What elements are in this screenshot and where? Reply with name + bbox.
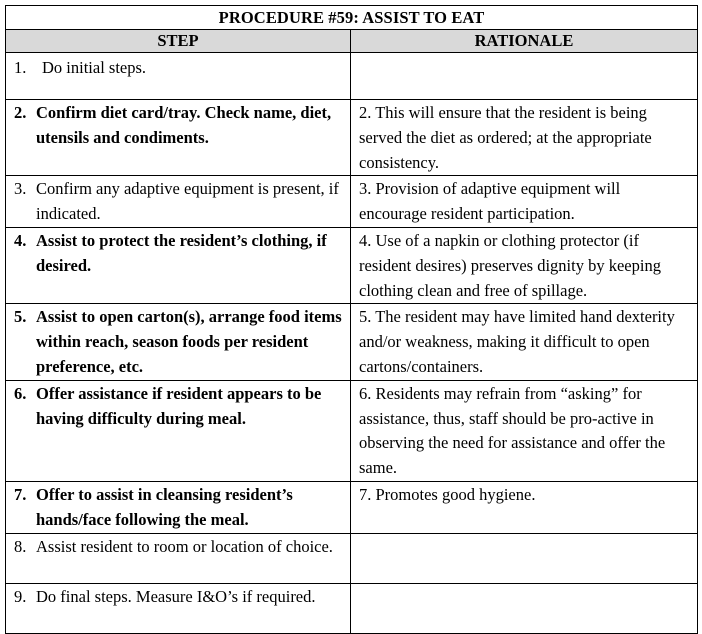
step-column-header: STEP (6, 30, 351, 53)
title-row (6, 6, 698, 30)
table-row (6, 53, 698, 100)
rationale-text: 3. Provision of adaptive equipment will encourage resident participation. (359, 179, 621, 224)
step-text: Assist resident to room or location of choice. (36, 536, 333, 556)
header-row (6, 30, 698, 53)
step-number: 6. (14, 383, 27, 403)
step-text: Offer assistance if resident appears to be having difficulty during meal. (36, 383, 322, 428)
step-number: 7. (14, 484, 27, 504)
table-row (6, 533, 698, 583)
table-row (6, 481, 698, 533)
rationale-cell (351, 100, 698, 176)
step-text: Assist to protect the resident’s clothing, if desired. (36, 230, 327, 275)
step-text: Offer to assist in cleansing resident’s hands/face following the meal. (36, 484, 293, 529)
step-cell (6, 380, 351, 481)
rationale-text (351, 584, 697, 585)
rationale-cell (351, 380, 698, 481)
step-number: 2. (14, 103, 27, 122)
rationale-cell (351, 176, 698, 228)
table-row (6, 227, 698, 303)
procedure-table (5, 5, 698, 634)
step-cell (6, 533, 351, 583)
rationale-cell (351, 481, 698, 533)
step-cell (6, 176, 351, 228)
step-number: 9. (14, 586, 27, 606)
rationale-cell (351, 227, 698, 303)
rationale-cell (351, 304, 698, 380)
rationale-text: 5. The resident may have limited hand dexterity and/or weakness, making it difficult to open cartons/containers. (359, 307, 675, 376)
rationale-text: 4. Use of a napkin or clothing protector (if resident desires) preserves dignity by keeping clothing clean and free of spillage. (359, 230, 661, 300)
step-number: 5. (14, 307, 27, 327)
table-row (6, 583, 698, 633)
step-text: Confirm diet card/tray. Check name, diet, utensils and condiments. (36, 103, 332, 147)
step-cell (6, 227, 351, 303)
rationale-text: 6. Residents may refrain from “asking” for assistance, thus, staff should be pro-active in observing the need for assistance and offer the same. (359, 383, 666, 478)
rationale-text: 7. Promotes good hygiene. (359, 484, 536, 504)
step-text: Do initial steps. (42, 58, 147, 77)
step-number: 1. (14, 58, 27, 77)
procedure-title: PROCEDURE #59: ASSIST TO EAT (6, 6, 698, 30)
rationale-cell (351, 533, 698, 583)
rationale-cell (351, 53, 698, 100)
rationale-column-header: RATIONALE (351, 30, 698, 53)
rationale-text (351, 534, 697, 535)
step-text: Assist to open carton(s), arrange food items within reach, season foods per resident preference, etc. (36, 307, 342, 376)
step-text: Confirm any adaptive equipment is present, if indicated. (36, 179, 339, 224)
step-cell (6, 53, 351, 100)
table-row (6, 176, 698, 228)
table-row (6, 100, 698, 176)
procedure-document (5, 5, 698, 634)
step-cell (6, 481, 351, 533)
rationale-cell (351, 583, 698, 633)
step-number: 4. (14, 230, 27, 250)
table-row (6, 380, 698, 481)
step-cell (6, 583, 351, 633)
step-number: 8. (14, 536, 27, 556)
table-row (6, 304, 698, 380)
step-number: 3. (14, 179, 27, 199)
step-cell (6, 100, 351, 176)
step-cell (6, 304, 351, 380)
rationale-text: 2. This will ensure that the resident is being served the diet as ordered; at the appropriate consistency. (359, 103, 652, 172)
rationale-text (351, 53, 697, 54)
step-text: Do final steps. Measure I&O’s if required. (36, 586, 316, 606)
